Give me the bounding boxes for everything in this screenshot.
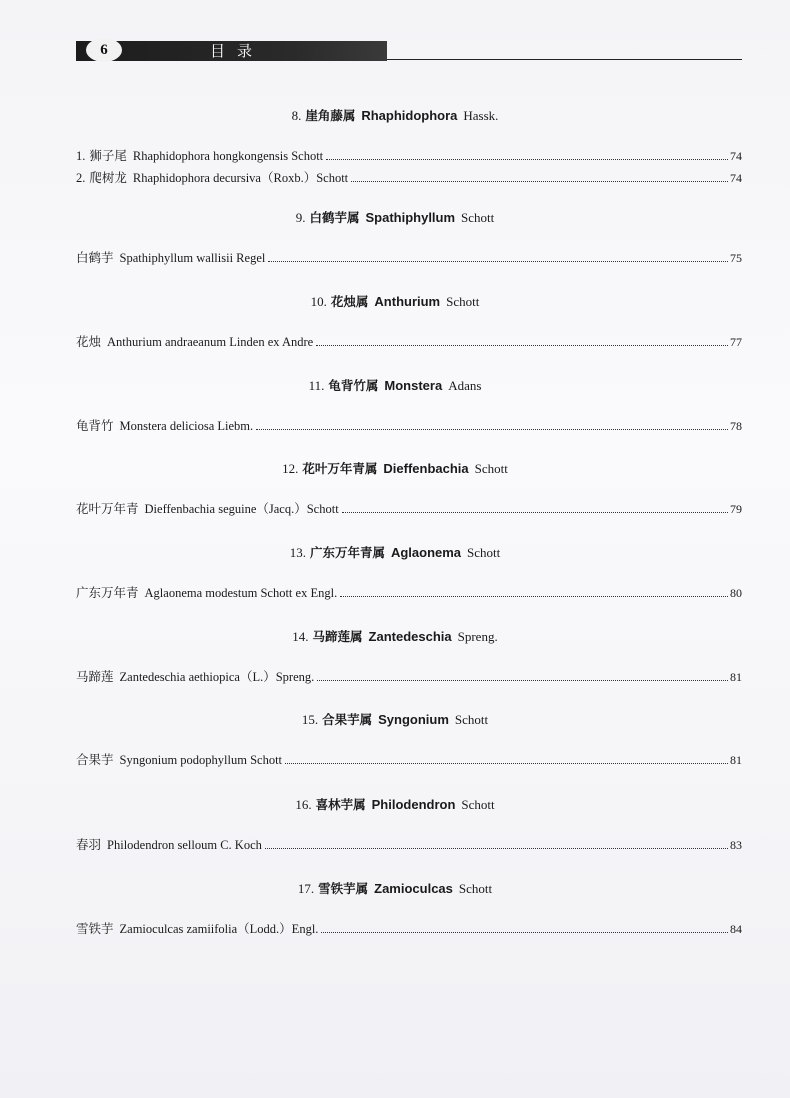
toc-entry[interactable] — [76, 583, 742, 603]
dot-leader — [316, 344, 728, 346]
toc-entry[interactable] — [76, 416, 742, 436]
section-number: 13. — [289, 545, 306, 560]
entry-label — [76, 667, 314, 687]
section-author: Schott — [467, 545, 501, 560]
toc-entry[interactable] — [76, 499, 742, 519]
section-heading — [0, 106, 790, 126]
entry-chinese-name: 合果芋 — [76, 752, 114, 767]
dot-leader — [265, 847, 728, 849]
dot-leader — [256, 428, 728, 430]
section-number: 11. — [308, 378, 325, 393]
section-author: Schott — [474, 461, 508, 476]
dot-leader — [342, 511, 728, 513]
section-number: 12. — [282, 461, 299, 476]
section-author: Adans — [448, 378, 482, 393]
section-genus: Rhaphidophora — [361, 108, 458, 123]
toc-entry[interactable] — [76, 248, 742, 268]
section-genus: Zantedeschia — [368, 629, 452, 644]
section-heading — [0, 208, 790, 228]
section-chinese-name: 白鹤芋属 — [309, 210, 360, 225]
section-genus: Spathiphyllum — [365, 210, 456, 225]
entry-chinese-name: 春羽 — [76, 837, 102, 852]
entry-latin-name: Dieffenbachia seguine（Jacq.）Schott — [144, 502, 339, 516]
section-heading — [0, 795, 790, 815]
entry-page-number: 81 — [730, 753, 742, 767]
entry-label — [76, 168, 348, 188]
section-author: Schott — [461, 797, 495, 812]
entry-page-number: 78 — [730, 419, 742, 433]
entry-latin-name: Aglaonema modestum Schott ex Engl. — [144, 586, 338, 600]
section-author: Schott — [458, 881, 493, 896]
entry-index: 2. — [76, 171, 86, 185]
entry-latin-name: Zamioculcas zamiifolia（Lodd.）Engl. — [119, 922, 319, 936]
dot-leader — [340, 595, 728, 597]
entry-latin-name: Rhaphidophora hongkongensis Schott — [132, 149, 324, 163]
entry-chinese-name: 狮子尾 — [89, 148, 127, 163]
entry-latin-name: Spathiphyllum wallisii Regel — [119, 251, 266, 265]
section-chinese-name: 龟背竹属 — [328, 378, 379, 393]
entry-page-number: 75 — [730, 251, 742, 265]
entry-index: 1. — [76, 149, 86, 163]
section-heading — [0, 292, 790, 312]
entry-page-number: 80 — [730, 586, 742, 600]
section-number: 14. — [292, 629, 309, 644]
section-chinese-name: 合果芋属 — [322, 712, 373, 727]
entry-latin-name: Anthurium andraeanum Linden ex Andre — [107, 335, 314, 349]
entry-label — [76, 416, 253, 436]
dot-leader — [351, 180, 728, 182]
header-rule — [387, 59, 742, 60]
entry-label — [76, 919, 318, 939]
section-genus: Aglaonema — [390, 545, 462, 560]
section-number: 9. — [295, 210, 306, 225]
section-genus: Anthurium — [374, 294, 441, 309]
entry-label — [76, 499, 339, 519]
section-heading — [0, 459, 790, 479]
section-genus: Monstera — [384, 378, 443, 393]
entry-page-number: 74 — [730, 171, 742, 185]
entry-label — [76, 750, 282, 770]
section-genus: Syngonium — [378, 712, 449, 727]
section-number: 8. — [291, 108, 302, 123]
entry-chinese-name: 龟背竹 — [76, 418, 114, 433]
section-heading — [0, 376, 790, 396]
entry-page-number: 81 — [730, 670, 742, 684]
section-author: Spreng. — [457, 629, 498, 644]
dot-leader — [326, 158, 728, 160]
entry-latin-name: Zantedeschia aethiopica（L.）Spreng. — [119, 670, 315, 684]
page-header — [76, 38, 742, 62]
section-number: 15. — [301, 712, 319, 727]
entry-label — [76, 146, 323, 166]
entry-chinese-name: 广东万年青 — [76, 585, 139, 600]
entry-chinese-name: 马蹄莲 — [76, 669, 114, 684]
section-number: 17. — [297, 881, 315, 896]
entry-label — [76, 248, 265, 268]
section-author: Hassk. — [463, 108, 499, 123]
section-author: Schott — [446, 294, 480, 309]
entry-page-number: 77 — [730, 335, 742, 349]
section-chinese-name: 崖角藤属 — [305, 108, 356, 123]
dot-leader — [285, 762, 728, 764]
entry-chinese-name: 花叶万年青 — [76, 501, 139, 516]
section-heading — [0, 543, 790, 563]
toc-entry[interactable] — [76, 667, 742, 687]
entry-chinese-name: 雪铁芋 — [76, 921, 114, 936]
section-heading — [0, 710, 790, 730]
entry-label — [76, 332, 313, 352]
section-author: Schott — [454, 712, 489, 727]
entry-chinese-name: 爬树龙 — [89, 170, 127, 185]
section-genus: Zamioculcas — [374, 881, 453, 896]
section-chinese-name: 马蹄莲属 — [312, 629, 363, 644]
entry-page-number: 83 — [730, 838, 742, 852]
entry-page-number: 84 — [730, 922, 742, 936]
toc-entry[interactable] — [76, 146, 742, 166]
section-number: 16. — [295, 797, 312, 812]
entry-latin-name: Rhaphidophora decursiva（Roxb.）Schott — [132, 171, 349, 185]
entry-page-number: 79 — [730, 502, 742, 516]
entry-page-number: 74 — [730, 149, 742, 163]
dot-leader — [268, 260, 728, 262]
entry-latin-name: Philodendron selloum C. Koch — [107, 838, 262, 852]
entry-chinese-name: 花烛 — [76, 334, 102, 349]
section-chinese-name: 广东万年青属 — [309, 545, 385, 560]
dot-leader — [317, 679, 728, 681]
section-heading — [0, 879, 790, 899]
toc-entry[interactable] — [76, 168, 742, 188]
section-chinese-name: 花叶万年青属 — [302, 461, 378, 476]
section-chinese-name: 花烛属 — [330, 294, 369, 309]
section-chinese-name: 雪铁芋属 — [318, 881, 369, 896]
section-author: Schott — [461, 210, 495, 225]
entry-label — [76, 583, 337, 603]
section-genus: Dieffenbachia — [383, 461, 469, 476]
page-number: 6 — [86, 38, 122, 62]
entry-latin-name: Syngonium podophyllum Schott — [119, 753, 283, 767]
section-heading — [0, 627, 790, 647]
dot-leader — [321, 931, 728, 933]
toc-entry[interactable] — [76, 750, 742, 770]
entry-latin-name: Monstera deliciosa Liebm. — [119, 419, 254, 433]
section-number: 10. — [310, 294, 327, 309]
toc-entry[interactable] — [76, 332, 742, 352]
header-title: 目录 — [210, 42, 265, 60]
toc-entry[interactable] — [76, 835, 742, 855]
section-genus: Philodendron — [371, 797, 456, 812]
section-chinese-name: 喜林芋属 — [315, 797, 366, 812]
entry-chinese-name: 白鹤芋 — [76, 250, 114, 265]
entry-label — [76, 835, 262, 855]
toc-entry[interactable] — [76, 919, 742, 939]
